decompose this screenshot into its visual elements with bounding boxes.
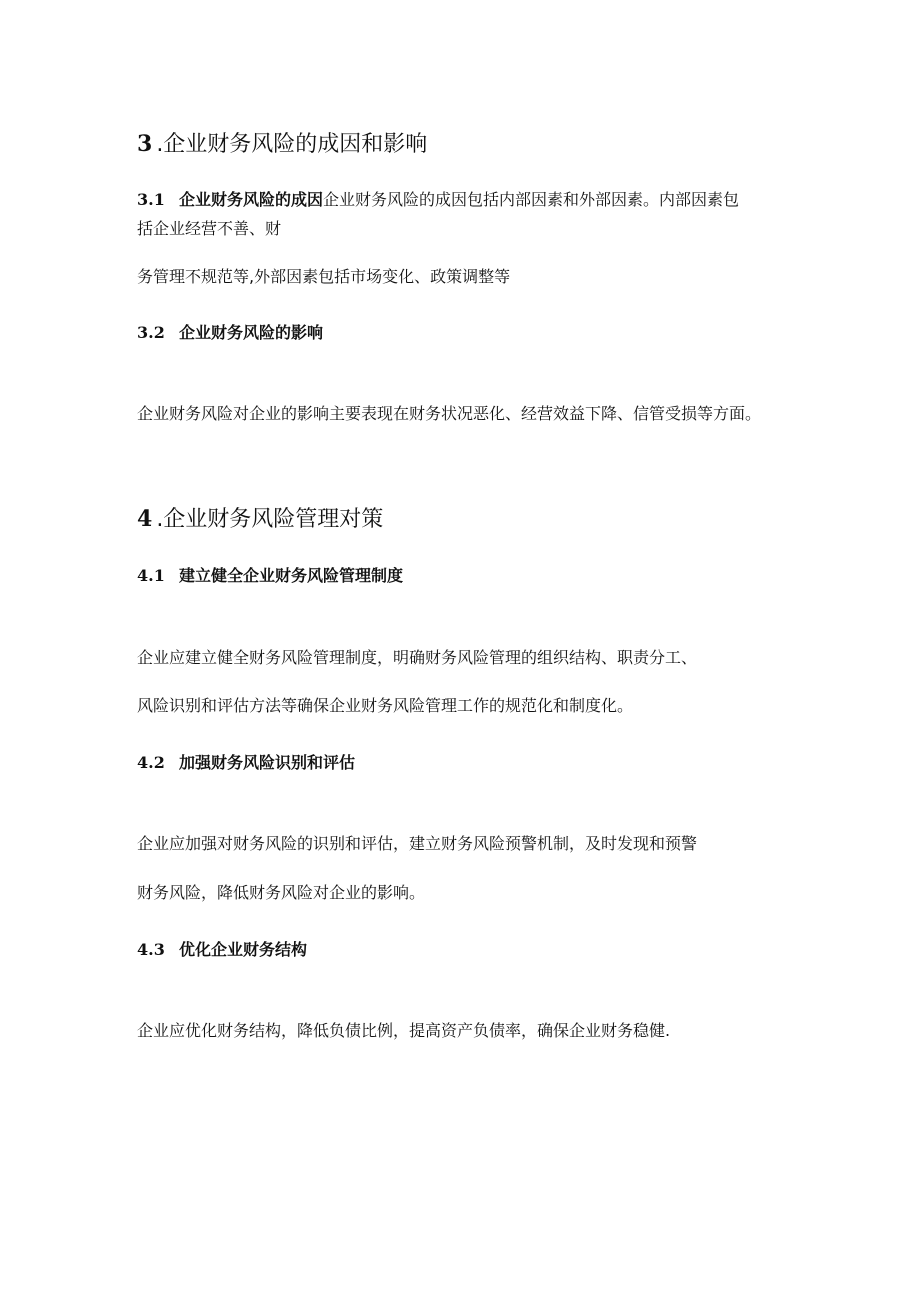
section-4-1-title: 建立健全企业财务风险管理制度 (179, 566, 404, 585)
section-3-1-title: 企业财务风险的成因 (179, 190, 324, 209)
section-4-1-paragraph-line2 (137, 695, 633, 717)
section-4-1-text-line2: 风险识别和评估方法等确保企业财务风险管理工作的规范化和制度化。 (137, 696, 634, 715)
section-3-2-title: 企业财务风险的影响 (179, 323, 324, 342)
section-3-title: .企业财务风险的成因和影响 (156, 132, 428, 157)
section-4-1-text-line1: 企业应建立健全财务风险管理制度，明确财务风险管理的组织结构、职责分工、 (137, 648, 698, 667)
section-3-1-text-line1: 企业财务风险的成因包括内部因素和外部因素。内部因素包 (323, 190, 740, 209)
section-4-3-paragraph (137, 1020, 670, 1042)
section-4-3-number: 4.3 (137, 940, 165, 959)
section-3-1-number: 3.1 (137, 190, 165, 209)
section-4-1-paragraph-line1 (137, 647, 697, 669)
section-4-1-number: 4.1 (137, 566, 165, 585)
section-4-1-heading (137, 565, 403, 587)
section-4-2-heading (137, 752, 355, 774)
section-3-1-text-line2: 括企业经营不善、财 (137, 219, 282, 238)
section-3-heading (137, 130, 427, 159)
section-3-2-text: 企业财务风险对企业的影响主要表现在财务状况恶化、经营效益下降、信管受损等方面。 (137, 404, 762, 423)
section-3-2-paragraph (137, 403, 761, 425)
section-3-1-paragraph-line3 (137, 266, 510, 288)
section-3-1-text-line3: 务管理不规范等,外部因素包括市场变化、政策调整等 (137, 267, 511, 286)
section-4-title: .企业财务风险管理对策 (156, 507, 384, 532)
section-3-1-paragraph-line1 (137, 189, 739, 211)
section-4-2-paragraph-line1 (137, 833, 697, 855)
section-4-2-text-line2: 财务风险，降低财务风险对企业的影响。 (137, 883, 426, 902)
section-3-2-number: 3.2 (137, 323, 165, 342)
section-4-2-text-line1: 企业应加强对财务风险的识别和评估，建立财务风险预警机制，及时发现和预警 (137, 834, 698, 853)
section-3-number: 3 (137, 131, 153, 157)
section-3-2-heading (137, 322, 323, 344)
section-4-3-title: 优化企业财务结构 (179, 940, 308, 959)
section-4-heading (137, 505, 383, 534)
section-4-number: 4 (137, 506, 153, 532)
section-4-3-heading (137, 939, 307, 961)
section-4-2-paragraph-line2 (137, 882, 425, 904)
section-4-2-title: 加强财务风险识别和评估 (179, 753, 356, 772)
section-4-3-text: 企业应优化财务结构，降低负债比例，提高资产负债率，确保企业财务稳健. (137, 1021, 671, 1040)
section-4-2-number: 4.2 (137, 753, 165, 772)
section-3-1-paragraph-line2 (137, 218, 281, 240)
